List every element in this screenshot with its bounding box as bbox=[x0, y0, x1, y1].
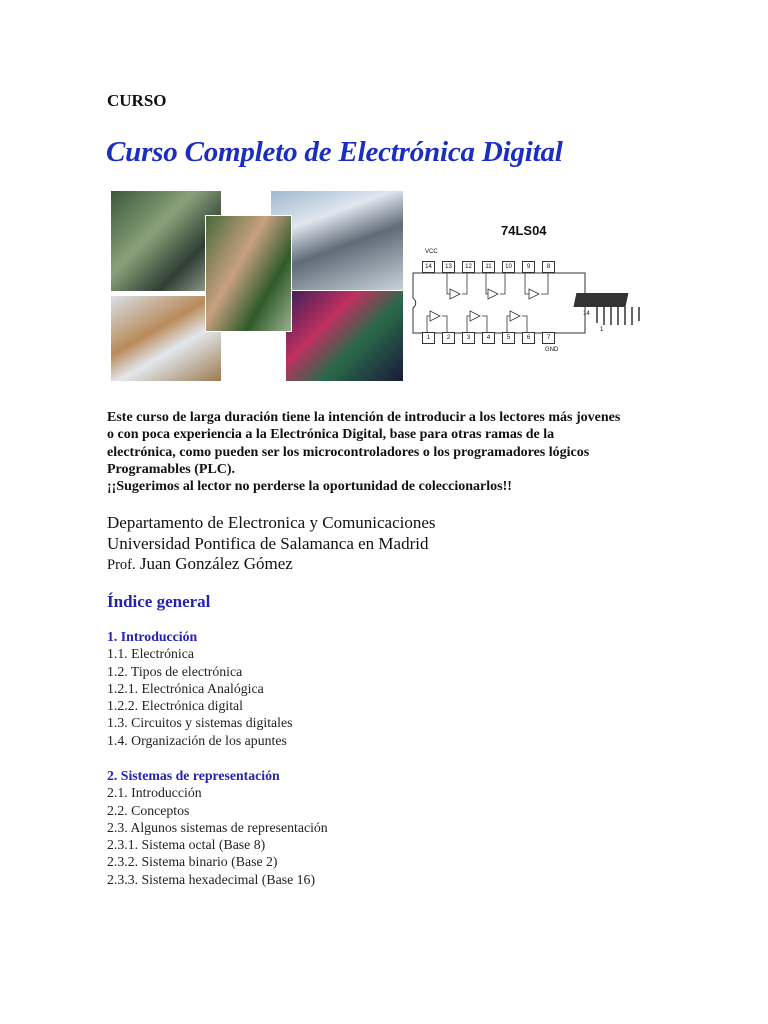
chip-pin: 9 bbox=[522, 261, 535, 273]
index-section bbox=[107, 767, 328, 888]
chip-pin: 6 bbox=[522, 332, 535, 344]
index-item[interactable]: 2.3.3. Sistema hexadecimal (Base 16) bbox=[107, 871, 316, 887]
chip-pin: 5 bbox=[502, 332, 515, 344]
chip-pin: 2 bbox=[442, 332, 455, 344]
breadboard-photo bbox=[285, 290, 404, 382]
chip-pin: 7 bbox=[542, 332, 555, 344]
index-item[interactable]: 2.3.1. Sistema octal (Base 8) bbox=[107, 837, 266, 853]
chip-pin: 14 bbox=[422, 261, 435, 273]
electronics-photo-collage bbox=[110, 190, 402, 380]
index-item[interactable]: 2.1. Introducción bbox=[107, 785, 202, 801]
index-item[interactable]: 1.4. Organización de los apuntes bbox=[107, 732, 287, 748]
index-title: Índice general bbox=[107, 592, 211, 611]
chip-pin: 10 bbox=[502, 261, 515, 273]
chip-pin: 13 bbox=[442, 261, 455, 273]
vcc-label: VCC bbox=[425, 249, 438, 255]
chip-name: 74LS04 bbox=[501, 223, 547, 238]
package-pin-1: 1 bbox=[600, 327, 604, 333]
page-title: Curso Completo de Electrónica Digital bbox=[106, 136, 563, 168]
intro-line: electrónica, como pueden ser los microcontroladores o los programadores lógicos bbox=[107, 444, 590, 460]
index-item[interactable]: 2.3. Algunos sistemas de representación bbox=[107, 819, 328, 835]
university: Universidad Pontifica de Salamanca en Madrid bbox=[107, 533, 429, 553]
intro-paragraph bbox=[107, 409, 667, 495]
prof-name: Juan González Gómez bbox=[139, 554, 293, 573]
chip-pin: 1 bbox=[422, 332, 435, 344]
chip-pin: 4 bbox=[482, 332, 495, 344]
index-section-heading[interactable]: 2. Sistemas de representación bbox=[107, 768, 280, 783]
intro-line: o con poca experiencia a la Electrónica Digital, base para otras ramas de la bbox=[107, 427, 555, 443]
package-pin-14: 14 bbox=[583, 311, 590, 317]
prof-prefix: Prof. bbox=[107, 557, 136, 573]
intro-line: Este curso de larga duración tiene la intención de introducir a los lectores más jovenes bbox=[107, 410, 621, 425]
section-label: CURSO bbox=[107, 91, 167, 110]
intro-line: ¡¡Sugerimos al lector no perderse la oportunidad de coleccionarlos!! bbox=[107, 479, 512, 495]
chip-pin: 8 bbox=[542, 261, 555, 273]
index-item[interactable]: 2.2. Conceptos bbox=[107, 802, 190, 818]
department: Departamento de Electronica y Comunicaciones bbox=[107, 513, 436, 532]
index-item[interactable]: 2.3.2. Sistema binario (Base 2) bbox=[107, 854, 278, 870]
chip-pin: 3 bbox=[462, 332, 475, 344]
index-item[interactable]: 1.1. Electrónica bbox=[107, 646, 194, 662]
74ls04-diagram bbox=[405, 215, 665, 360]
chip-pin: 12 bbox=[462, 261, 475, 273]
author-block bbox=[107, 513, 436, 576]
index-item[interactable]: 1.2. Tipos de electrónica bbox=[107, 663, 243, 679]
index-section bbox=[107, 628, 292, 749]
soldering-photo bbox=[205, 215, 292, 332]
index-item[interactable]: 1.2.2. Electrónica digital bbox=[107, 698, 244, 714]
index-section-heading[interactable]: 1. Introducción bbox=[107, 629, 198, 644]
chip-pin: 11 bbox=[482, 261, 495, 273]
intro-line: Programables (PLC). bbox=[107, 461, 236, 477]
gnd-label: GND bbox=[545, 347, 559, 353]
index-item[interactable]: 1.3. Circuitos y sistemas digitales bbox=[107, 715, 293, 731]
index-item[interactable]: 1.2.1. Electrónica Analógica bbox=[107, 680, 264, 696]
